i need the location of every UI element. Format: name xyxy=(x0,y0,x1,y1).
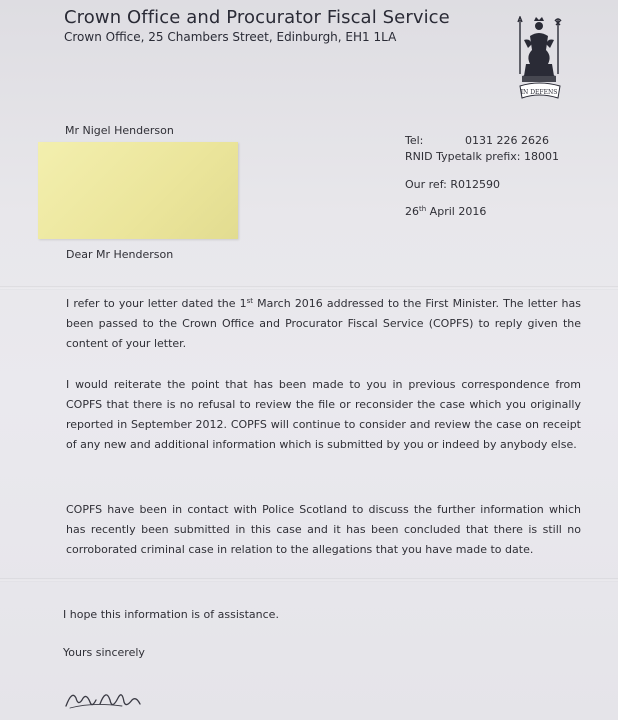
date-suffix: th xyxy=(419,205,427,213)
telephone-number: 0131 226 2626 xyxy=(465,134,549,147)
handwritten-signature xyxy=(62,680,152,714)
letter-date xyxy=(405,205,486,218)
typetalk-prefix: RNID Typetalk prefix: 18001 xyxy=(405,150,559,163)
paragraph-1-start: I refer to your letter dated the 1 xyxy=(66,297,247,310)
telephone-label: Tel: xyxy=(405,134,424,147)
paragraph-1-rest: March 2016 addressed to the First Minister. The letter has been passed to the Crown Office and Procurator Fiscal Service (COPFS) to reply given the content of your letter. xyxy=(66,297,581,350)
paper-fold xyxy=(0,578,618,582)
paragraph-1-ordinal: st xyxy=(246,297,254,305)
crest-motto: IN DEFENS xyxy=(520,89,558,96)
closing-remark: I hope this information is of assistance. xyxy=(63,608,279,621)
coat-of-arms-icon xyxy=(508,16,568,106)
sign-off: Yours sincerely xyxy=(63,646,145,659)
paper-fold xyxy=(0,286,618,290)
date-month-year: April 2016 xyxy=(426,205,487,218)
telephone-row xyxy=(405,133,559,149)
contact-block xyxy=(405,133,559,165)
salutation: Dear Mr Henderson xyxy=(66,248,174,261)
recipient-name: Mr Nigel Henderson xyxy=(65,124,174,137)
paragraph-2: I would reiterate the point that has been made to you in previous correspondence from COPFS that there is no refusal to review the file or reconsider the case which you originally reported in September 2012. COPFS will continue to consider and review the case on receipt of any new and additional information which is submitted by you or indeed by anybody else. xyxy=(66,378,581,451)
date-day: 26 xyxy=(405,205,419,218)
paragraph-1 xyxy=(66,291,581,354)
letterhead-organisation: Crown Office and Procurator Fiscal Service xyxy=(64,7,450,28)
letterhead-address: Crown Office, 25 Chambers Street, Edinburgh, EH1 1LA xyxy=(64,30,397,44)
our-reference: Our ref: R012590 xyxy=(405,178,501,191)
paragraph-3: COPFS have been in contact with Police Scotland to discuss the further information which has recently been submitted in this case and it has been concluded that there is still no corroborated criminal case in relation to the allegations that you have made to date. xyxy=(66,503,581,556)
redaction-sticky-note xyxy=(38,142,238,239)
